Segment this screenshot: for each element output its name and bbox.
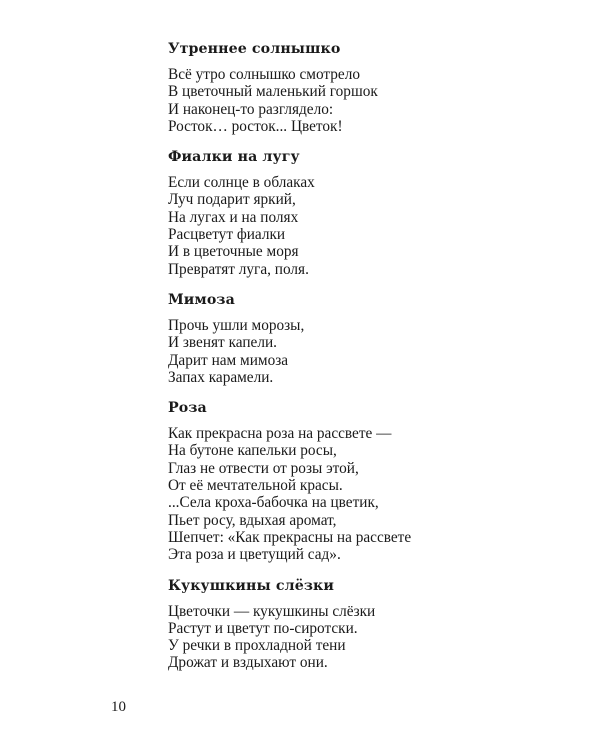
poem-line: Растут и цветут по-сиротски.	[168, 619, 358, 637]
poem-line: В цветочный маленький горшок	[168, 83, 378, 101]
poem-column	[168, 39, 568, 684]
poem-line: Пьет росу, вдыхая аромат,	[168, 511, 337, 529]
poem-line: Шепчет: «Как прекрасны на рассвете	[168, 528, 412, 546]
poem-line: Как прекрасна роза на рассвете —	[168, 425, 392, 443]
poem-line: Всё утро солнышко смотрело	[168, 66, 360, 83]
poem-title: Мимоза	[168, 291, 235, 308]
poem-line: От её мечтательной красы.	[168, 477, 343, 495]
poem-line: ...Села кроха-бабочка на цветик,	[168, 494, 379, 512]
poem-line: Если солнце в облаках	[168, 174, 315, 192]
page-number: 10	[111, 699, 126, 715]
poem-line: Глаз не отвести от розы этой,	[168, 459, 359, 477]
poem-line: И наконец-то разглядело:	[168, 100, 334, 118]
poem-roza	[168, 398, 568, 563]
poem-line: Эта роза и цветущий сад».	[168, 546, 341, 564]
poem-line: У речки в прохладной тени	[168, 637, 346, 655]
poem-mimoza	[168, 290, 568, 386]
poem-line: Превратят луга, поля.	[168, 260, 309, 278]
poem-line: Росток… росток... Цветок!	[168, 117, 343, 135]
poem-line: Запах карамели.	[168, 368, 274, 386]
poem-line: Дрожат и вздыхают они.	[168, 654, 328, 672]
poem-title: Роза	[168, 400, 207, 417]
poem-line: Дарит нам мимоза	[168, 351, 289, 369]
poem-title: Кукушкины слёзки	[168, 577, 334, 594]
poem-line: Луч подарит яркий,	[168, 191, 296, 209]
poem-line: И в цветочные моря	[168, 243, 299, 261]
poem-line: Расцветут фиалки	[168, 226, 286, 244]
poem-fialki-na-lugu	[168, 147, 568, 278]
poem-line: На бутоне капельки росы,	[168, 442, 337, 460]
poem-kukushkiny-slezki	[168, 576, 568, 672]
poem-utrennee-solnyshko	[168, 39, 568, 135]
poem-line: Прочь ушли морозы,	[168, 316, 305, 334]
poem-line: И звенят капели.	[168, 334, 277, 352]
poem-line: Цветочки — кукушкины слёзки	[168, 602, 376, 620]
poem-title: Фиалки на лугу	[168, 149, 300, 166]
poem-title: Утреннее солнышко	[168, 41, 341, 57]
poem-line: На лугах и на полях	[168, 208, 299, 226]
